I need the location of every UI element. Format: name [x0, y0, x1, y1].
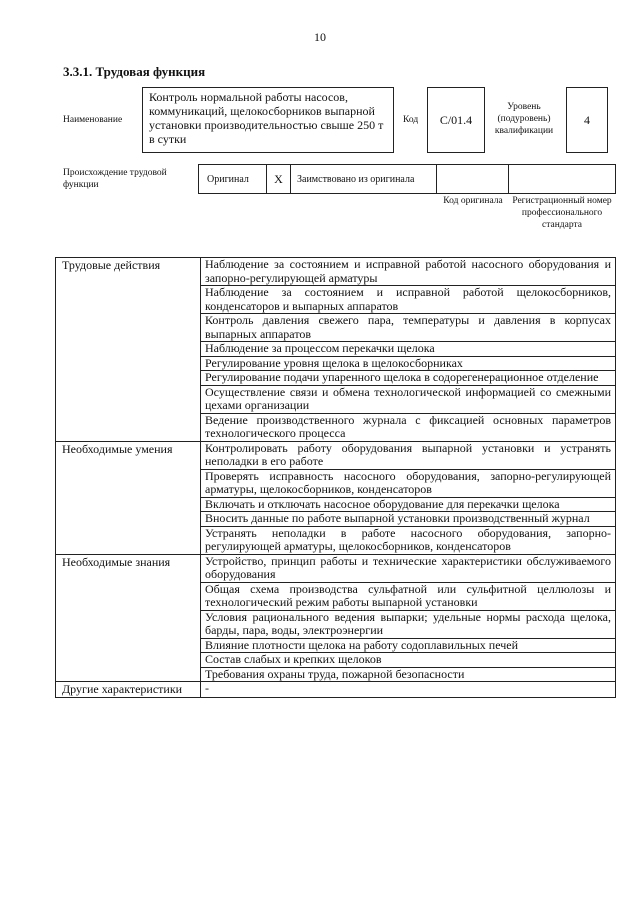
qualification-level-label: Уровень (подуровень) квалификации	[494, 102, 554, 136]
origin-reg-number-cell	[509, 165, 615, 193]
table-row	[56, 554, 616, 582]
table-item: Осуществление связи и обмена технологической информацией со смежными цехами организации	[201, 385, 616, 413]
qualification-level-value: 4	[566, 87, 608, 153]
table-item: Вносить данные по работе выпарной установки производственный журнал	[201, 512, 616, 527]
table-row	[56, 682, 616, 698]
page-number: 10	[314, 30, 326, 44]
name-label: Наименование	[63, 115, 123, 125]
code-label: Код	[403, 115, 419, 125]
table-item: Контроль давления свежего пара, температуры и давления в корпусах выпарных аппаратов	[201, 314, 616, 342]
table-item: Состав слабых и крепких щелоков	[201, 653, 616, 668]
table-item: Наблюдение за состоянием и исправной работой насосного оборудования и запорно-регулирующей арматуры	[201, 258, 616, 286]
category-label: Необходимые знания	[56, 554, 201, 682]
table-item: Условия рационального ведения выпарки; удельные нормы расхода щелока, барды, пара, воды, электроэнергии	[201, 610, 616, 638]
table-item: Общая схема производства сульфатной или сульфитной целлюлозы и технологический режим работы выпарной установки	[201, 582, 616, 610]
code-original-label: Код оригинала	[443, 196, 503, 206]
origin-original-mark: X	[267, 165, 291, 193]
category-label: Необходимые умения	[56, 441, 201, 554]
origin-borrowed-label: Заимствовано из оригинала	[291, 165, 437, 193]
table-item: Влияние плотности щелока на работу содоплавильных печей	[201, 638, 616, 653]
table-item: Контролировать работу оборудования выпарной установки и устранять неполадки в его работе	[201, 441, 616, 469]
table-item: Включать и отключать насосное оборудование для перекачки щелока	[201, 497, 616, 512]
function-table	[55, 257, 616, 698]
table-item: Ведение производственного журнала с фиксацией основных параметров технологического процесса	[201, 413, 616, 441]
name-value: Контроль нормальной работы насосов, коммуникаций, щелокосборников выпарной установки производительностью свыше 250 т в сутки	[149, 90, 384, 146]
reg-number-label: Регистрационный номер профессионального стандарта	[512, 196, 612, 230]
table-item: Регулирование уровня щелока в щелокосборниках	[201, 356, 616, 371]
table-item: -	[201, 682, 616, 698]
table-item: Проверять исправность насосного оборудования, запорно-регулирующей арматуры, щелокосборников, конденсаторов	[201, 469, 616, 497]
table-item: Регулирование подачи упаренного щелока в содорегенерационное отделение	[201, 371, 616, 386]
table-item: Устройство, принцип работы и технические характеристики обслуживаемого оборудования	[201, 554, 616, 582]
table-item: Наблюдение за состоянием и исправной работой щелокосборников, конденсаторов и выпарных аппаратов	[201, 286, 616, 314]
category-label: Другие характеристики	[56, 682, 201, 698]
origin-original-label: Оригинал	[199, 165, 267, 193]
code-value: C/01.4	[427, 87, 485, 153]
origin-table	[198, 164, 616, 194]
table-item: Наблюдение за процессом перекачки щелока	[201, 342, 616, 357]
name-box	[142, 87, 394, 153]
origin-label: Происхождение трудовой функции	[63, 168, 167, 190]
table-row	[56, 441, 616, 469]
table-item: Требования охраны труда, пожарной безопасности	[201, 667, 616, 682]
origin-code-cell	[437, 165, 509, 193]
table-row	[56, 258, 616, 286]
section-title: 3.3.1. Трудовая функция	[63, 64, 206, 79]
category-label: Трудовые действия	[56, 258, 201, 442]
table-item: Устранять неполадки в работе насосного оборудования, запорно-регулирующей арматуры, щелокосборников, конденсаторов	[201, 526, 616, 554]
